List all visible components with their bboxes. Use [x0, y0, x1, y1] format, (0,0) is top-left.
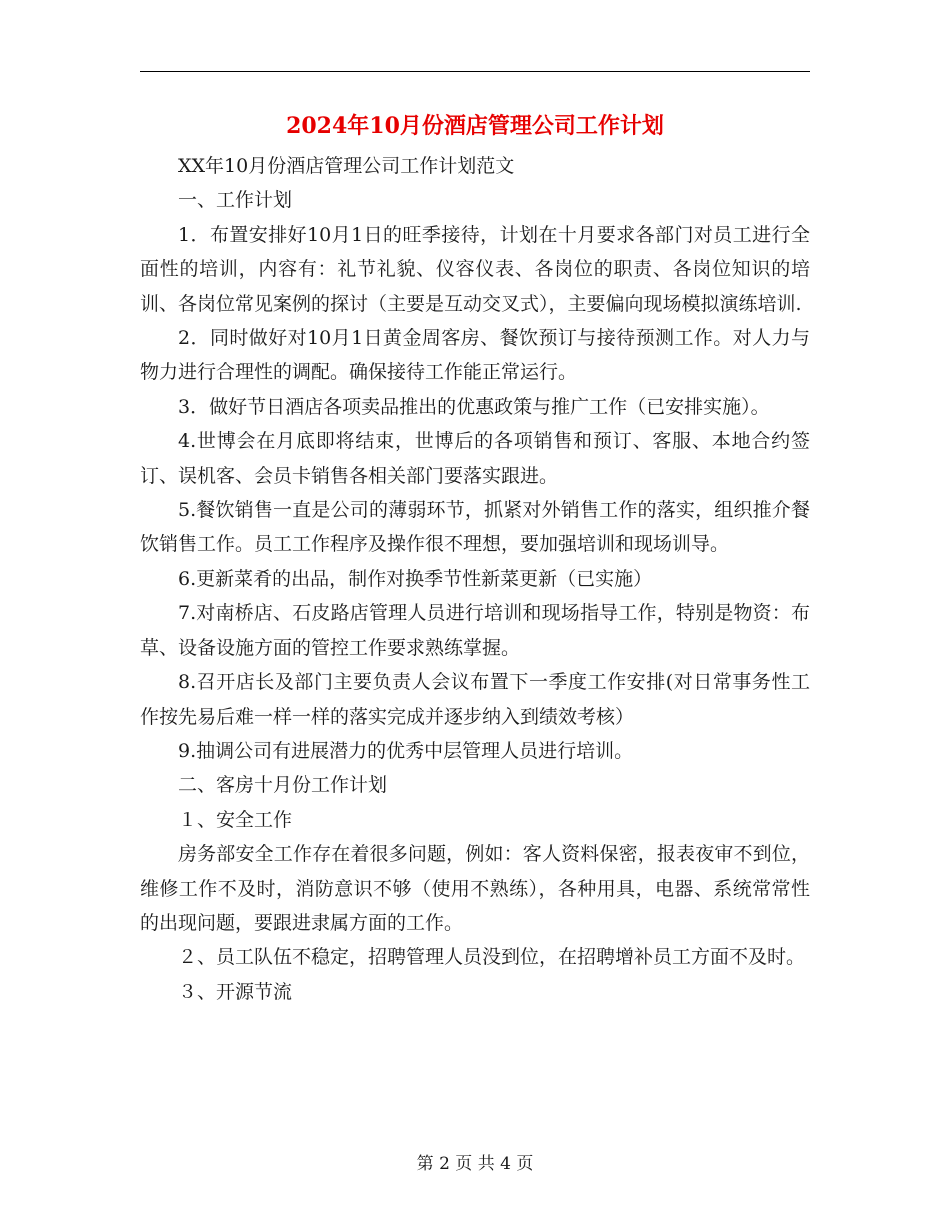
page-number: 第 2 页 共 4 页 — [416, 1154, 534, 1174]
body-paragraph: 5.餐饮销售一直是公司的薄弱环节，抓紧对外销售工作的落实，组织推介餐饮销售工作。员工工作程序及操作很不理想，要加强培训和现场训导。 — [140, 499, 810, 556]
subsection-heading: ３、开源节流 — [178, 980, 293, 1003]
body-paragraph: 7.对南桥店、石皮路店管理人员进行培训和现场指导工作，特别是物资：布草、设备设施方面的管控工作要求熟练掌握。 — [140, 602, 810, 659]
body-paragraph: 4.世博会在月底即将结束，世博后的各项销售和预订、客服、本地合约签订、误机客、会员卡销售各相关部门要落实跟进。 — [140, 430, 810, 487]
body-paragraph: 9.抽调公司有进展潜力的优秀中层管理人员进行培训。 — [178, 739, 634, 762]
document-title: 2024年10月份酒店管理公司工作计划 — [286, 113, 664, 139]
header-rule — [140, 71, 810, 72]
body-paragraph: 8.召开店长及部门主要负责人会议布置下一季度工作安排(对日常事务性工作按先易后难一样一样的落实完成并逐步纳入到绩效考核） — [140, 671, 810, 728]
section-heading: 一、工作计划 — [178, 189, 293, 212]
body-paragraph: 6.更新菜肴的出品，制作对换季节性新菜更新（已实施） — [178, 567, 653, 590]
body-paragraph: 1．布置安排好10月1日的旺季接待，计划在十月要求各部门对员工进行全面性的培训，内容有：礼节礼貌、仪容仪表、各岗位的职责、各岗位知识的培训、各岗位常见案例的探讨（主要是互动交叉式），主要偏向现场模拟演练培训. — [140, 223, 810, 315]
section-heading: 二、客房十月份工作计划 — [178, 774, 388, 797]
body-paragraph: 3．做好节日酒店各项卖品推出的优惠政策与推广工作（已安排实施）。 — [178, 395, 770, 418]
body-paragraph: 2．同时做好对10月1日黄金周客房、餐饮预订与接待预测工作。对人力与物力进行合理性的调配。确保接待工作能正常运行。 — [140, 327, 810, 384]
document-body — [140, 149, 810, 1009]
body-paragraph: 房务部安全工作存在着很多问题，例如：客人资料保密，报表夜审不到位，维修工作不及时，消防意识不够（使用不熟练），各种用具，电器、系统常常性的出现问题，要跟进隶属方面的工作。 — [140, 843, 810, 934]
page-footer — [0, 1152, 950, 1176]
subsection-heading: １、安全工作 — [178, 808, 293, 831]
subtitle-paragraph: XX年10月份酒店管理公司工作计划范文 — [178, 155, 515, 177]
body-paragraph: ２、员工队伍不稳定，招聘管理人员没到位，在招聘增补员工方面不及时。 — [178, 946, 806, 969]
